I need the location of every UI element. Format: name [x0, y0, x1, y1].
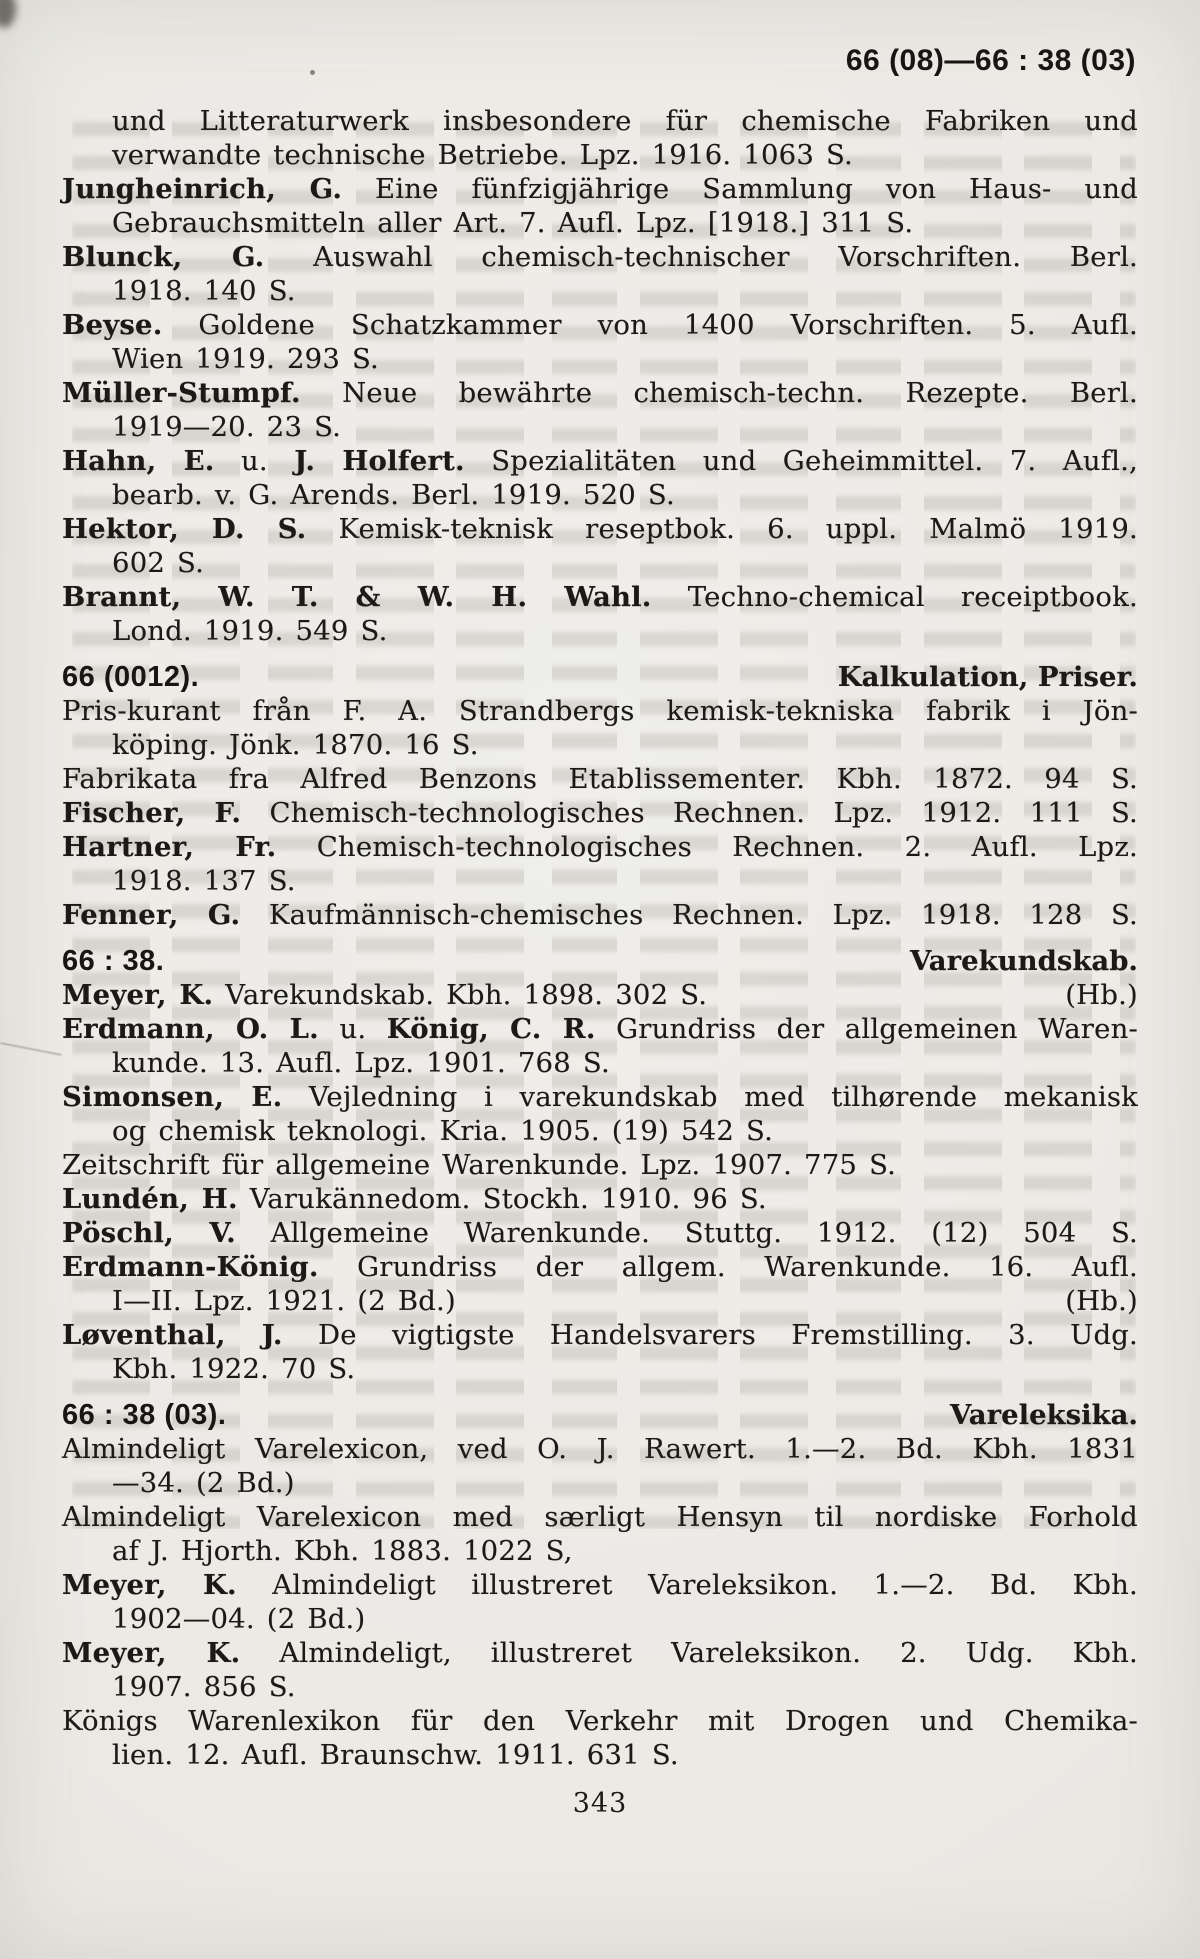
entry-author: Hartner, Fr.: [62, 831, 277, 863]
entry-text: —34. (2 Bd.): [112, 1467, 295, 1499]
entry-line: [62, 104, 1138, 138]
entry-line: [62, 614, 1138, 648]
page-content: [62, 42, 1138, 1819]
entry-text: Kbh. 1922. 70 S.: [112, 1353, 356, 1385]
entry-text: Almindeligt Varelexicon, ved O. J. Rawert. 1.—2. Bd. Kbh. 1831: [62, 1433, 1138, 1465]
entry-text: Allgemeine Warenkunde. Stuttg. 1912. (12) 504 S.: [270, 1217, 1139, 1249]
entry-line: [62, 546, 1138, 580]
entry-author: Meyer, K.: [62, 1569, 237, 1601]
entry-text: Grundriss der allgemeinen Waren-: [616, 1013, 1139, 1045]
entry-text: Kemisk-teknisk reseptbok. 6. uppl. Malmö 1919.: [338, 513, 1138, 545]
entry-text: I—II. Lpz. 1921. (2 Bd.): [112, 1285, 456, 1317]
entry-text: und Litteraturwerk insbesondere für chemische Fabriken und: [112, 105, 1138, 137]
entry-text: og chemisk teknologi. Kria. 1905. (19) 542 S.: [112, 1115, 774, 1147]
section-heading: [62, 1398, 1138, 1432]
entry-line: [62, 172, 1138, 206]
entry-author: Brannt, W. T. & W. H. Wahl.: [62, 581, 652, 613]
entry-author: Simonsen, E.: [62, 1081, 283, 1113]
entry-author: Hektor, D. S.: [62, 513, 307, 545]
entry-text: Chemisch-technologisches Rechnen. 2. Aufl. Lpz.: [316, 831, 1138, 863]
entry-text: u.: [240, 445, 268, 477]
entry-text: Kaufmännisch-chemisches Rechnen. Lpz. 1918. 128 S.: [268, 899, 1138, 931]
entry-author: Pöschl, V.: [62, 1217, 236, 1249]
entry-text: Varukännedom. Stockh. 1910. 96 S.: [249, 1183, 767, 1215]
entry-line: [62, 512, 1138, 546]
entry-line: [62, 1114, 1138, 1148]
entry-text: Almindeligt illustreret Vareleksikon. 1.—2. Bd. Kbh.: [272, 1569, 1138, 1601]
entry-line: [62, 1432, 1138, 1466]
entry-line: [62, 1500, 1138, 1534]
section-title: Kalkulation, Priser.: [837, 661, 1138, 693]
entry-text: Fabrikata fra Alfred Benzons Etablissementer. Kbh. 1872. 94 S.: [62, 763, 1138, 795]
entry-line: [62, 796, 1138, 830]
section-heading: [62, 660, 1138, 694]
entry-text: 1918. 140 S.: [112, 275, 296, 307]
entry-line: [62, 898, 1138, 932]
entry-line: [62, 1148, 1138, 1182]
entry-author: Lundén, H.: [62, 1183, 238, 1215]
entry-line: [62, 274, 1138, 308]
availability-mark: (Hb.): [1065, 1285, 1138, 1317]
section-code: 66 : 38 (03).: [62, 1399, 227, 1431]
entry-author: Jungheinrich, G.: [62, 173, 343, 205]
entry-text: bearb. v. G. Arends. Berl. 1919. 520 S.: [112, 479, 675, 511]
entry-author: Beyse.: [62, 309, 163, 341]
entry-line: [62, 728, 1138, 762]
entry-text: Chemisch-technologisches Rechnen. Lpz. 1912. 111 S.: [269, 797, 1138, 829]
running-head-classmark: 66 (08)—66 : 38 (03): [845, 44, 1136, 77]
entry-line: [62, 762, 1138, 796]
page-number: 343: [572, 1788, 628, 1819]
entry-text: verwandte technische Betriebe. Lpz. 1916. 1063 S.: [112, 139, 854, 171]
entry-line: [62, 1250, 1138, 1284]
entry-author: J. Holfert.: [294, 445, 465, 477]
entry-line: [62, 1466, 1138, 1500]
section-code: 66 (0012).: [62, 661, 200, 693]
entry-author: Hahn, E.: [62, 445, 215, 477]
entry-text: 602 S.: [112, 547, 205, 579]
entry-author: Erdmann, O. L.: [62, 1013, 319, 1045]
entry-line: [62, 830, 1138, 864]
entry-line: [62, 240, 1138, 274]
entry-line: [62, 1352, 1138, 1386]
entry-text: Eine fünfzigjährige Sammlung von Haus- und: [374, 173, 1138, 205]
entry-line: [62, 978, 1138, 1012]
entry-author: Blunck, G.: [62, 241, 265, 273]
entry-line: [62, 864, 1138, 898]
entry-line: [62, 1636, 1138, 1670]
entry-text: Varekundskab. Kbh. 1898. 302 S.: [225, 979, 708, 1011]
entry-line: [62, 376, 1138, 410]
entry-line: [62, 1182, 1138, 1216]
entry-text: Goldene Schatzkammer von 1400 Vorschriften. 5. Aufl.: [198, 309, 1138, 341]
entry-line: [62, 410, 1138, 444]
entry-text: Auswahl chemisch-technischer Vorschriften. Berl.: [313, 241, 1139, 273]
entry-line: [62, 1670, 1138, 1704]
entry-line: [62, 308, 1138, 342]
entry-line: [62, 1318, 1138, 1352]
entry-line: [62, 1568, 1138, 1602]
entry-text: köping. Jönk. 1870. 16 S.: [112, 729, 479, 761]
entry-line: [62, 478, 1138, 512]
entry-text: Lond. 1919. 549 S.: [112, 615, 388, 647]
entry-line: [62, 342, 1138, 376]
entry-text: 1902—04. (2 Bd.): [112, 1603, 366, 1635]
entry-text: Königs Warenlexikon für den Verkehr mit Drogen und Chemika-: [62, 1705, 1138, 1737]
entry-line: [62, 1012, 1138, 1046]
entry-line: [62, 1080, 1138, 1114]
entry-author: Erdmann-König.: [62, 1251, 319, 1283]
scan-artifact-smudge: [0, 0, 16, 28]
entry-author: Løventhal, J.: [62, 1319, 283, 1351]
entry-line: [62, 1284, 1138, 1318]
entry-line: [62, 1216, 1138, 1250]
entry-line: [62, 444, 1138, 478]
entry-text: u.: [339, 1013, 367, 1045]
entry-text: lien. 12. Aufl. Braunschw. 1911. 631 S.: [112, 1739, 679, 1771]
entry-text: Almindeligt, illustreret Vareleksikon. 2. Udg. Kbh.: [279, 1637, 1138, 1669]
entry-author: Meyer, K.: [62, 979, 214, 1011]
entry-text: Pris-kurant från F. A. Strandbergs kemisk-tekniska fabrik i Jön-: [62, 695, 1138, 727]
entry-line: [62, 1602, 1138, 1636]
section-code: 66 : 38.: [62, 945, 165, 977]
scan-artifact-scratch: [0, 1042, 61, 1056]
section-title: Vareleksika.: [950, 1399, 1138, 1431]
entry-author: König, C. R.: [386, 1013, 596, 1045]
entry-author: Fischer, F.: [62, 797, 242, 829]
entry-line: [62, 1534, 1138, 1568]
entry-line: [62, 1046, 1138, 1080]
entry-line: [62, 1704, 1138, 1738]
entry-text: 1919—20. 23 S.: [112, 411, 342, 443]
entry-text: Gebrauchsmitteln aller Art. 7. Aufl. Lpz. [1918.] 311 S.: [112, 207, 914, 239]
entry-author: Meyer, K.: [62, 1637, 241, 1669]
entry-line: [62, 580, 1138, 614]
entry-line: [62, 694, 1138, 728]
entry-text: Spezialitäten und Geheimmittel. 7. Aufl.,: [491, 445, 1138, 477]
entry-text: Zeitschrift für allgemeine Warenkunde. Lpz. 1907. 775 S.: [62, 1149, 897, 1181]
entry-text: De vigtigste Handelsvarers Fremstilling. 3. Udg.: [317, 1319, 1138, 1351]
section-heading: [62, 944, 1138, 978]
entry-text: Wien 1919. 293 S.: [112, 343, 380, 375]
entry-line: [62, 1738, 1138, 1772]
entry-text: 1907. 856 S.: [112, 1671, 296, 1703]
entry-author: Fenner, G.: [62, 899, 241, 931]
section-title: Varekundskab.: [909, 945, 1138, 977]
bibliography-entries: [62, 104, 1138, 1772]
entry-text: Vejledning i varekundskab med tilhørende mekanisk: [308, 1081, 1138, 1113]
entry-author: Müller-Stumpf.: [62, 377, 301, 409]
entry-text: Grundriss der allgem. Warenkunde. 16. Aufl.: [357, 1251, 1138, 1283]
entry-text: kunde. 13. Aufl. Lpz. 1901. 768 S.: [112, 1047, 610, 1079]
entry-text: 1918. 137 S.: [112, 865, 296, 897]
entry-text: af J. Hjorth. Kbh. 1883. 1022 S,: [112, 1535, 573, 1567]
entry-text: Techno-chemical receiptbook.: [687, 581, 1138, 613]
availability-mark: (Hb.): [1065, 979, 1138, 1011]
entry-text: Almindeligt Varelexicon med særligt Hensyn til nordiske Forhold: [62, 1501, 1138, 1533]
entry-text: Neue bewährte chemisch-techn. Rezepte. Berl.: [342, 377, 1138, 409]
entry-line: [62, 206, 1138, 240]
entry-line: [62, 138, 1138, 172]
